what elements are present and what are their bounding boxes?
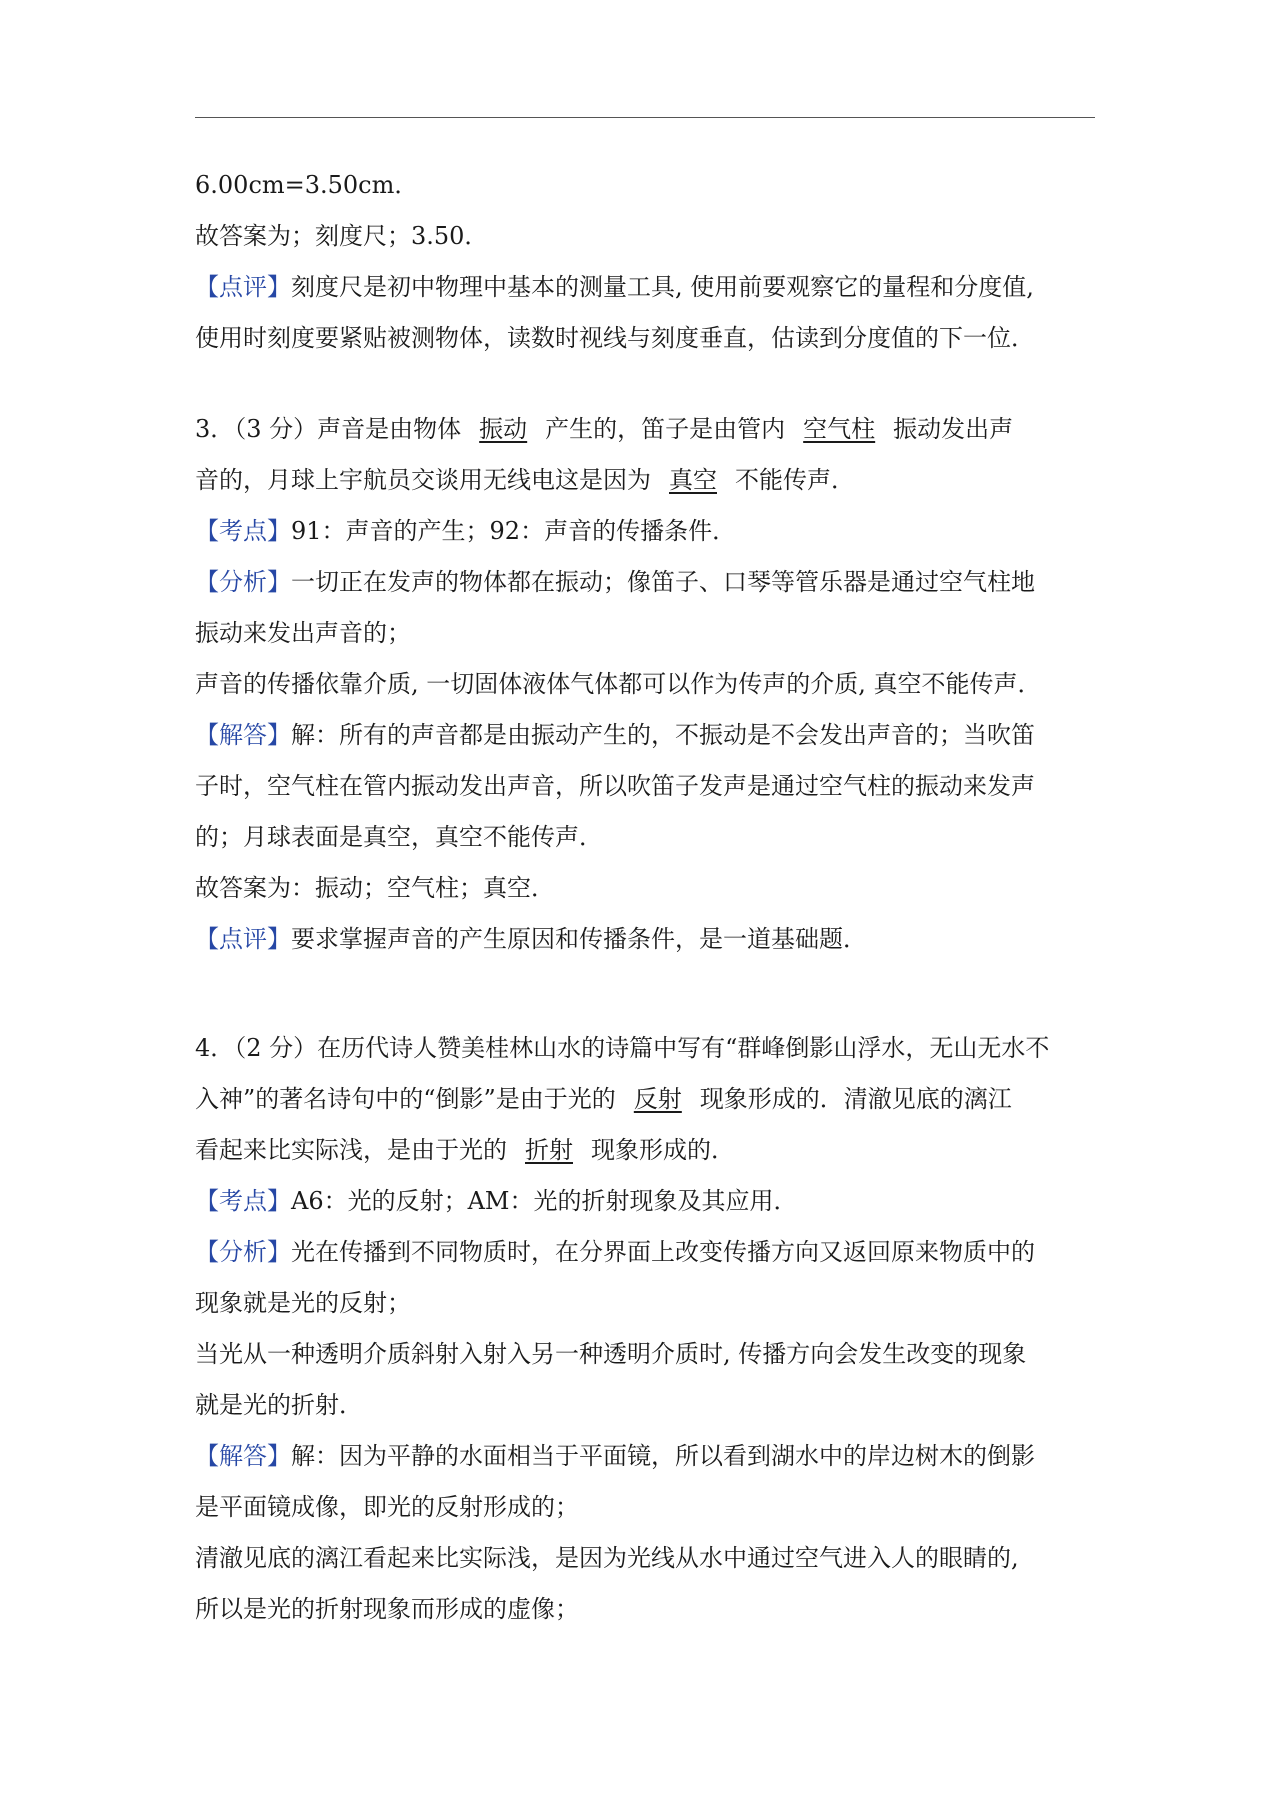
dianping-section <box>195 262 1095 313</box>
kaodian-section: 【考点】A6：光的反射；AM：光的折射现象及其应用． <box>195 1187 798 1215</box>
text-line: 声音的传播依靠介质, 一切固体液体气体都可以作为传声的介质, 真空不能传声． <box>195 670 1042 698</box>
text-line: 子时，空气柱在管内振动发出声音，所以吹笛子发声是通过空气柱的振动来发声 <box>195 772 1035 800</box>
jieda-section: 【解答】解：因为平静的水面相当于平面镜，所以看到湖水中的岸边树木的倒影 <box>195 1442 1035 1470</box>
header-rule <box>195 117 1095 118</box>
answer-blank: 折射 <box>525 1136 573 1164</box>
text-line: 振动来发出声音的； <box>195 619 411 647</box>
question-4-stem-line2: 入神”的著名诗句中的“倒影”是由于光的 反射 现象形成的．清澈见底的漓江 <box>195 1085 1012 1113</box>
text-line: 所以是光的折射现象而形成的虚像； <box>195 1595 579 1623</box>
fenxi-tag: 【分析】 <box>195 1238 291 1266</box>
fenxi-section: 【分析】一切正在发声的物体都在振动；像笛子、口琴等管乐器是通过空气柱地 <box>195 568 1035 596</box>
text-line: 当光从一种透明介质斜射入射入另一种透明介质时, 传播方向会发生改变的现象 <box>195 1340 1027 1368</box>
document-body <box>195 160 1095 1635</box>
text-line: 清澈见底的漓江看起来比实际浅，是因为光线从水中通过空气进入人的眼睛的, <box>195 1544 1019 1572</box>
text-line: 是平面镜成像，即光的反射形成的； <box>195 1493 579 1521</box>
dianping-section: 【点评】要求掌握声音的产生原因和传播条件，是一道基础题． <box>195 925 867 953</box>
jieda-tag: 【解答】 <box>195 1442 291 1470</box>
answer-blank: 空气柱 <box>803 415 876 443</box>
text-line: 6.00cm=3.50cm． <box>195 171 419 199</box>
text-line: 就是光的折射． <box>195 1391 363 1419</box>
dianping-text: 刻度尺是初中物理中基本的测量工具, 使用前要观察它的量程和分度值, <box>291 273 1034 301</box>
jieda-section: 【解答】解：所有的声音都是由振动产生的，不振动是不会发出声音的；当吹笛 <box>195 721 1035 749</box>
answer-blank: 振动 <box>479 415 528 443</box>
question-3-stem: 3．（3 分）声音是由物体 振动 产生的，笛子是由管内 空气柱 振动发出声 <box>195 415 1014 443</box>
text-line: 现象就是光的反射； <box>195 1289 411 1317</box>
answer-blank: 真空 <box>669 466 717 494</box>
question-4-stem: 4．（2 分）在历代诗人赞美桂林山水的诗篇中写有“群峰倒影山浮水，无山无水不 <box>195 1034 1050 1062</box>
text-line: 的；月球表面是真空，真空不能传声． <box>195 823 603 851</box>
jieda-tag: 【解答】 <box>195 721 291 749</box>
kaodian-section: 【考点】91：声音的产生；92：声音的传播条件． <box>195 517 737 545</box>
fenxi-tag: 【分析】 <box>195 568 291 596</box>
dianping-tag: 【点评】 <box>195 925 291 953</box>
answer-line: 故答案为：振动；空气柱；真空． <box>195 874 555 902</box>
fenxi-section: 【分析】光在传播到不同物质时，在分界面上改变传播方向又返回原来物质中的 <box>195 1238 1035 1266</box>
dianping-tag: 【点评】 <box>195 273 291 301</box>
kaodian-tag: 【考点】 <box>195 517 291 545</box>
text-line: 使用时刻度要紧贴被测物体，读数时视线与刻度垂直，估读到分度值的下一位． <box>195 324 1035 352</box>
question-4-stem-line3: 看起来比实际浅，是由于光的 折射 现象形成的． <box>195 1136 735 1164</box>
question-3-stem-line2: 音的，月球上宇航员交谈用无线电这是因为 真空 不能传声． <box>195 466 855 494</box>
kaodian-tag: 【考点】 <box>195 1187 291 1215</box>
answer-line: 故答案为；刻度尺；3.50． <box>195 222 489 250</box>
answer-blank: 反射 <box>633 1085 682 1113</box>
